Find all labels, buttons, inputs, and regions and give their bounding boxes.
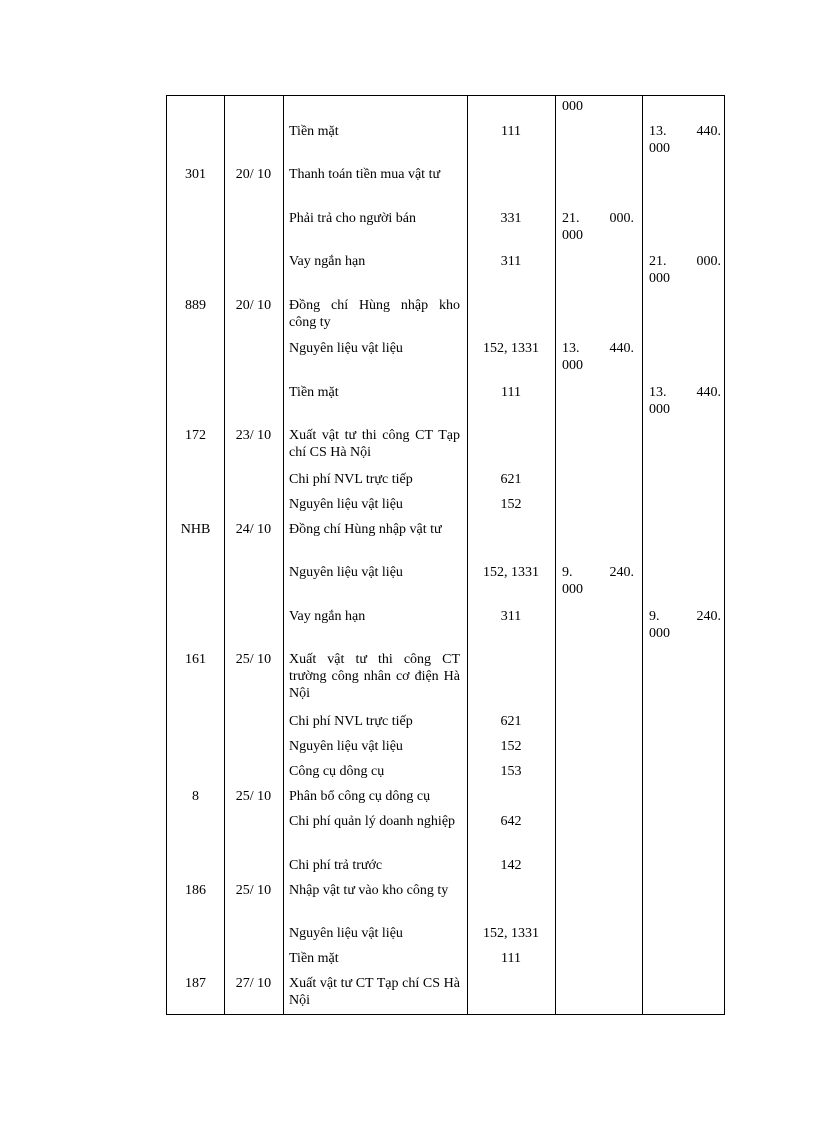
account-code: 331	[500, 211, 522, 226]
credit-amount	[649, 608, 721, 642]
entry-description: Chi phí NVL trực tiếp	[289, 714, 413, 729]
credit-amount-part3: 000	[649, 141, 670, 156]
entry-description: Chi phí trả trước	[289, 858, 383, 873]
account-code: 111	[501, 124, 521, 139]
credit-amount-line1	[649, 123, 721, 140]
credit-amount-part3: 000	[649, 402, 670, 417]
debit-amount-part2: 000.	[609, 211, 634, 226]
debit-amount-part1: 21.	[562, 211, 580, 226]
account-code: 311	[500, 609, 522, 624]
entry-description: Xuất vật tư thi công CT trường công nhân cơ điện Hà Nội	[289, 652, 460, 701]
entry-description: Nguyên liệu vật liệu	[289, 926, 403, 941]
debit-amount-part1: 9.	[562, 565, 573, 580]
account-code: 152, 1331	[483, 341, 539, 356]
account-code: 621	[500, 472, 522, 487]
debit-amount-line1	[562, 210, 634, 227]
credit-amount-part1: 21.	[649, 254, 667, 269]
entry-description: Đồng chí Hùng nhập vật tư	[289, 522, 442, 537]
debit-amount	[562, 98, 583, 115]
entry-description: Phân bổ công cụ dông cụ	[289, 789, 431, 804]
account-code: 152, 1331	[483, 926, 539, 941]
voucher-date: 25/ 10	[235, 789, 272, 804]
voucher-number: 889	[185, 298, 206, 313]
entry-description: Nguyên liệu vật liệu	[289, 739, 403, 754]
entry-description: Tiền mặt	[289, 385, 339, 400]
voucher-date: 23/ 10	[235, 428, 272, 443]
credit-amount-part2: 440.	[696, 124, 721, 139]
debit-amount-part1: 13.	[562, 341, 580, 356]
entry-description: Đồng chí Hùng nhập kho công ty	[289, 298, 460, 330]
entry-description: Xuất vật tư thi công CT Tạp chí CS Hà Nội	[289, 428, 460, 460]
credit-amount-part3: 000	[649, 626, 670, 641]
account-code: 311	[500, 254, 522, 269]
entry-description: Vay ngắn hạn	[289, 609, 366, 624]
account-code: 142	[500, 858, 522, 873]
debit-amount-part3: 000	[562, 582, 583, 597]
debit-amount	[562, 210, 634, 244]
credit-amount	[649, 253, 721, 287]
entry-description: Vay ngắn hạn	[289, 254, 366, 269]
column-divider	[555, 96, 556, 1014]
account-code: 152	[500, 497, 522, 512]
account-code: 152	[500, 739, 522, 754]
voucher-date: 20/ 10	[235, 298, 272, 313]
debit-amount-line1	[562, 340, 634, 357]
voucher-date: 20/ 10	[235, 167, 272, 182]
entry-description: Nguyên liệu vật liệu	[289, 565, 403, 580]
debit-amount-part3: 000	[562, 228, 583, 243]
entry-description: Chi phí NVL trực tiếp	[289, 472, 413, 487]
entry-description: Tiền mặt	[289, 951, 339, 966]
credit-amount-line1	[649, 253, 721, 270]
credit-amount-part2: 440.	[696, 385, 721, 400]
column-divider	[467, 96, 468, 1014]
entry-description: Nhập vật tư vào kho công ty	[289, 883, 449, 898]
entry-description: Tiền mặt	[289, 124, 339, 139]
voucher-number: 301	[185, 167, 206, 182]
credit-amount-part1: 9.	[649, 609, 660, 624]
ledger-table	[166, 95, 725, 1015]
credit-amount	[649, 123, 721, 157]
voucher-number: 172	[185, 428, 206, 443]
entry-description: Công cụ dông cụ	[289, 764, 385, 779]
debit-amount-part3: 000	[562, 99, 583, 114]
column-divider	[283, 96, 284, 1014]
account-code: 152, 1331	[483, 565, 539, 580]
credit-amount-part2: 000.	[696, 254, 721, 269]
column-divider	[224, 96, 225, 1014]
account-code: 642	[500, 814, 522, 829]
account-code: 111	[501, 385, 521, 400]
column-divider	[642, 96, 643, 1014]
credit-amount-part1: 13.	[649, 124, 667, 139]
entry-description: Chi phí quản lý doanh nghiệp	[289, 814, 456, 829]
credit-amount-line1	[649, 384, 721, 401]
credit-amount	[649, 384, 721, 418]
voucher-number: 187	[185, 976, 206, 991]
credit-amount-part1: 13.	[649, 385, 667, 400]
account-code: 153	[500, 764, 522, 779]
debit-amount-part3: 000	[562, 358, 583, 373]
credit-amount-part2: 240.	[696, 609, 721, 624]
credit-amount-line1	[649, 608, 721, 625]
voucher-date: 27/ 10	[235, 976, 272, 991]
voucher-date: 25/ 10	[235, 883, 272, 898]
voucher-number: 186	[185, 883, 206, 898]
entry-description: Thanh toán tiền mua vật tư	[289, 167, 441, 182]
credit-amount-part3: 000	[649, 271, 670, 286]
debit-amount	[562, 564, 634, 598]
entry-description: Nguyên liệu vật liệu	[289, 497, 403, 512]
debit-amount-line1	[562, 564, 634, 581]
entry-description: Nguyên liệu vật liệu	[289, 341, 403, 356]
debit-amount-part2: 440.	[609, 341, 634, 356]
debit-amount-part2: 240.	[609, 565, 634, 580]
voucher-date: 24/ 10	[235, 522, 272, 537]
voucher-number: NHB	[180, 522, 211, 537]
account-code: 621	[500, 714, 522, 729]
voucher-number: 8	[192, 789, 199, 804]
voucher-number: 161	[185, 652, 206, 667]
account-code: 111	[501, 951, 521, 966]
entry-description: Xuất vật tư CT Tạp chí CS Hà Nội	[289, 976, 460, 1008]
voucher-date: 25/ 10	[235, 652, 272, 667]
debit-amount	[562, 340, 634, 374]
entry-description: Phải trả cho người bán	[289, 211, 416, 226]
